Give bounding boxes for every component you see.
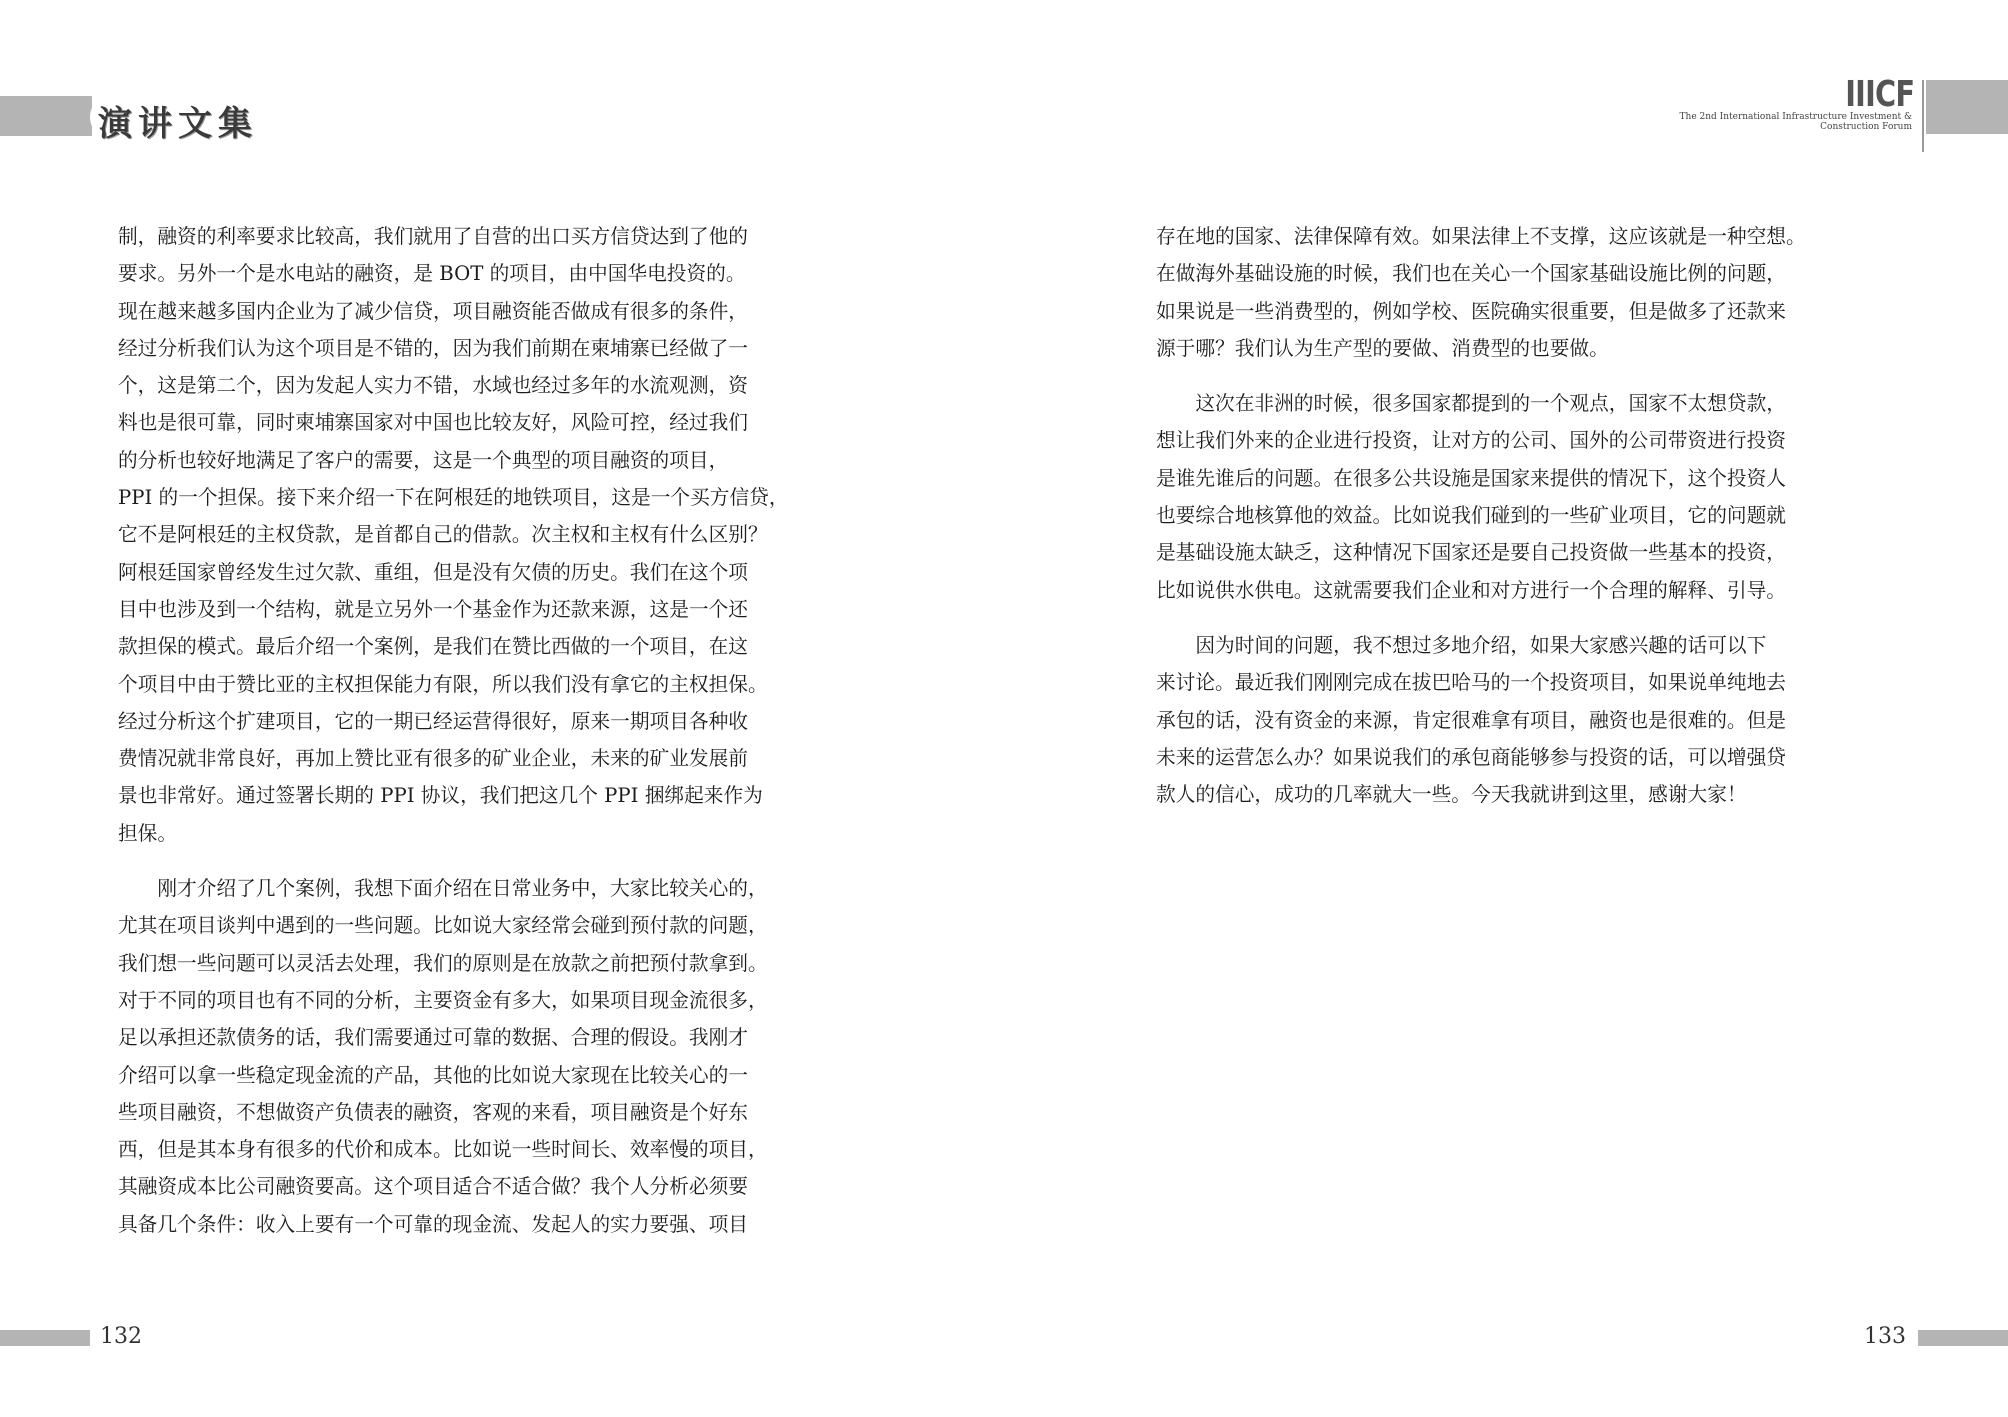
paragraph — [118, 218, 858, 852]
right-page — [1004, 0, 2008, 1417]
paragraph — [1156, 218, 1896, 367]
text-line: 因为时间的问题，我不想过多地介绍，如果大家感兴趣的话可以下 — [1156, 633, 1767, 657]
text-line: 款担保的模式。最后介绍一个案例，是我们在赞比西做的一个项目，在这 — [118, 635, 748, 659]
text-line: PPI 的一个担保。接下来介绍一下在阿根廷的地铁项目，这是一个买方信贷， — [118, 486, 789, 510]
text-line: 担保。 — [118, 821, 178, 845]
text-line: 足以承担还款债务的话，我们需要通过可靠的数据、合理的假设。我刚才 — [118, 1026, 748, 1050]
text-line: 景也非常好。通过签署长期的 PPI 协议，我们把这几个 PPI 捆绑起来作为 — [118, 784, 763, 808]
forum-name-line2: Construction Forum — [1820, 122, 1912, 132]
footer-bar-left — [0, 1330, 90, 1346]
paragraph — [118, 870, 858, 1243]
text-line: 未来的运营怎么办？如果说我们的承包商能够参与投资的话，可以增强贷 — [1156, 745, 1786, 769]
page-number-right: 133 — [1864, 1324, 1906, 1349]
text-line: 想让我们外来的企业进行投资，让对方的公司、国外的公司带资进行投资 — [1156, 429, 1786, 453]
text-line: 是基础设施太缺乏，这种情况下国家还是要自己投资做一些基本的投资， — [1156, 541, 1786, 565]
text-line: 料也是很可靠，同时柬埔寨国家对中国也比较友好，风险可控，经过我们 — [118, 411, 748, 435]
text-line: 介绍可以拿一些稳定现金流的产品，其他的比如说大家现在比较关心的一 — [118, 1063, 748, 1087]
text-line: 如果说是一些消费型的，例如学校、医院确实很重要，但是做多了还款来 — [1156, 299, 1786, 323]
text-line: 存在地的国家、法律保障有效。如果法律上不支撑，这应该就是一种空想。 — [1156, 225, 1806, 248]
text-line: 费情况就非常良好，再加上赞比亚有很多的矿业企业，未来的矿业发展前 — [118, 747, 748, 771]
text-line: 的分析也较好地满足了客户的需要，这是一个典型的项目融资的项目， — [118, 448, 729, 472]
text-line: 个项目中由于赞比亚的主权担保能力有限，所以我们没有拿它的主权担保。 — [118, 672, 768, 696]
text-line: 经过分析我们认为这个项目是不错的，因为我们前期在柬埔寨已经做了一 — [118, 336, 748, 360]
text-line: 在做海外基础设施的时候，我们也在关心一个国家基础设施比例的问题， — [1156, 262, 1786, 286]
text-line: 要求。另外一个是水电站的融资，是 BOT 的项目，由中国华电投资的。 — [118, 262, 746, 286]
text-line: 西，但是其本身有很多的代价和成本。比如说一些时间长、效率慢的项目， — [118, 1138, 768, 1162]
section-title: 演讲文集 — [98, 104, 258, 144]
text-line: 经过分析这个扩建项目，它的一期已经运营得很好，原来一期项目各种收 — [118, 709, 748, 733]
forum-name-line1: The 2nd International Infrastructure Investment & — [1679, 112, 1912, 122]
text-line: 制，融资的利率要求比较高，我们就用了自营的出口买方信贷达到了他的 — [118, 225, 748, 248]
footer-bar-right — [1918, 1330, 2008, 1346]
text-line: 它不是阿根廷的主权贷款，是首都自己的借款。次主权和主权有什么区别？ — [118, 523, 768, 547]
right-text-column — [1156, 218, 1896, 831]
page-number-left: 132 — [100, 1324, 142, 1349]
text-line: 比如说供水供电。这就需要我们企业和对方进行一个合理的解释、引导。 — [1156, 578, 1786, 602]
text-line: 其融资成本比公司融资要高。这个项目适合不适合做？我个人分析必须要 — [118, 1175, 748, 1199]
header-bar-right — [1926, 80, 2008, 134]
text-line: 目中也涉及到一个结构，就是立另外一个基金作为还款来源，这是一个还 — [118, 597, 748, 621]
text-line: 是谁先谁后的问题。在很多公共设施是国家来提供的情况下，这个投资人 — [1156, 466, 1786, 490]
text-line: 款人的信心，成功的几率就大一些。今天我就讲到这里，感谢大家！ — [1156, 783, 1747, 807]
paragraph — [1156, 627, 1896, 813]
paragraph — [1156, 385, 1896, 609]
text-line: 些项目融资，不想做资产负债表的融资，客观的来看，项目融资是个好东 — [118, 1100, 748, 1124]
text-line: 个，这是第二个，因为发起人实力不错，水域也经过多年的水流观测，资 — [118, 374, 748, 398]
text-line: 也要综合地核算他的效益。比如说我们碰到的一些矿业项目，它的问题就 — [1156, 504, 1786, 528]
text-line: 承包的话，没有资金的来源，肯定很难拿有项目，融资也是很难的。但是 — [1156, 708, 1786, 732]
text-line: 刚才介绍了几个案例，我想下面介绍在日常业务中，大家比较关心的， — [118, 877, 768, 901]
text-line: 对于不同的项目也有不同的分析，主要资金有多大，如果项目现金流很多， — [118, 988, 768, 1012]
header-bar-left — [0, 96, 92, 136]
text-line: 现在越来越多国内企业为了减少信贷，项目融资能否做成有很多的条件， — [118, 299, 748, 323]
text-line: 尤其在项目谈判中遇到的一些问题。比如说大家经常会碰到预付款的问题， — [118, 914, 768, 938]
text-line: 具备几个条件：收入上要有一个可靠的现金流、发起人的实力要强、项目 — [118, 1212, 748, 1236]
header-rule — [1922, 80, 1924, 152]
text-line: 源于哪？我们认为生产型的要做、消费型的也要做。 — [1156, 336, 1609, 360]
text-line: 来讨论。最近我们刚刚完成在拔巴哈马的一个投资项目，如果说单纯地去 — [1156, 671, 1786, 695]
text-line: 我们想一些问题可以灵活去处理，我们的原则是在放款之前把预付款拿到。 — [118, 951, 768, 975]
forum-logo: IIICF — [1845, 74, 1914, 115]
text-line: 阿根廷国家曾经发生过欠款、重组，但是没有欠债的历史。我们在这个项 — [118, 560, 748, 584]
text-line: 这次在非洲的时候，很多国家都提到的一个观点，国家不太想贷款， — [1156, 392, 1786, 416]
left-text-column — [118, 218, 858, 1261]
